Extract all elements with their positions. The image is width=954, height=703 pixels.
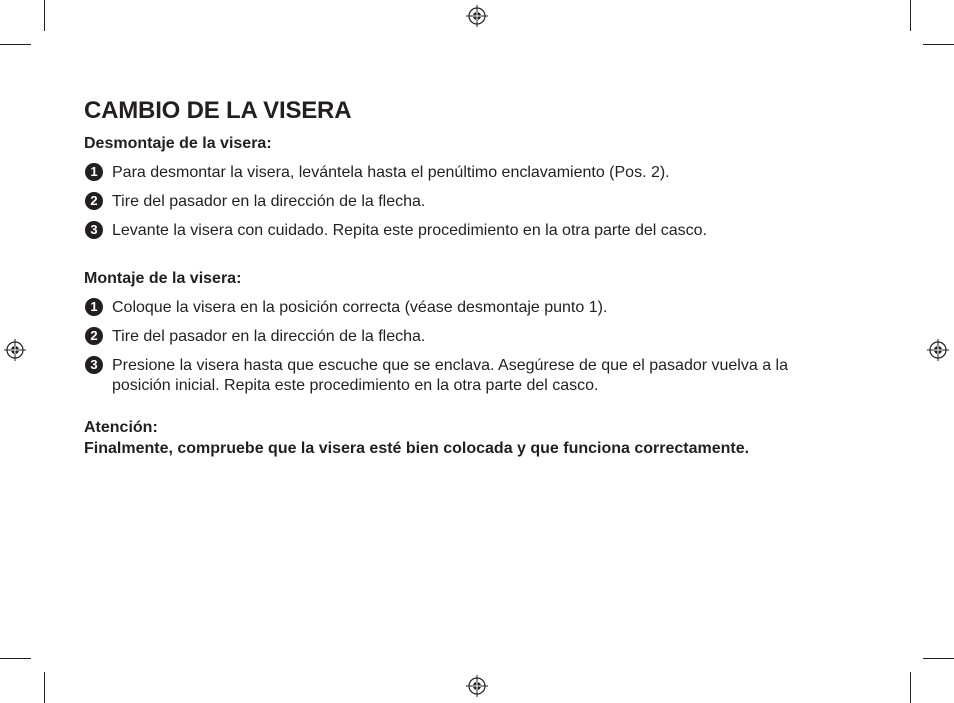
mounting-step bbox=[84, 356, 844, 396]
crop-mark-top-left-h bbox=[0, 44, 31, 45]
crop-mark-top-left-v bbox=[44, 0, 45, 31]
removal-heading: Desmontaje de la visera: bbox=[84, 135, 272, 152]
step-text: Levante la visera con cuidado. Repita este procedimiento en la otra parte del casco. bbox=[112, 222, 708, 239]
crop-mark-bottom-right-h bbox=[923, 658, 954, 659]
mounting-heading: Montaje de la visera: bbox=[84, 270, 242, 287]
step-number-badge: 1 bbox=[85, 298, 103, 316]
step-text: Coloque la visera en la posición correcta (véase desmontaje punto 1). bbox=[112, 299, 608, 316]
step-number-badge: 2 bbox=[85, 327, 103, 345]
attention-text: Finalmente, compruebe que la visera esté bien colocada y que funciona correctamente. bbox=[84, 440, 750, 457]
document-page bbox=[84, 96, 844, 459]
registration-mark-icon bbox=[466, 675, 488, 697]
mounting-step bbox=[84, 327, 844, 347]
removal-step bbox=[84, 221, 844, 241]
attention-label: Atención: bbox=[84, 419, 158, 436]
mounting-step bbox=[84, 298, 844, 318]
crop-mark-bottom-left-v bbox=[44, 672, 45, 703]
page-title: CAMBIO DE LA VISERA bbox=[84, 97, 352, 124]
removal-step bbox=[84, 192, 844, 212]
step-number-badge: 1 bbox=[85, 163, 103, 181]
step-number-badge: 2 bbox=[85, 192, 103, 210]
step-number-badge: 3 bbox=[85, 356, 103, 374]
registration-mark-icon bbox=[466, 5, 488, 27]
step-text: Presione la visera hasta que escuche que se enclava. Asegúrese de que el pasador vuelva a la posición inicial. Repita este procedimiento en la otra parte del casco. bbox=[112, 357, 788, 394]
registration-mark-icon bbox=[927, 339, 949, 361]
crop-mark-top-right-v bbox=[910, 0, 911, 31]
crop-mark-bottom-left-h bbox=[0, 658, 31, 659]
section-spacer bbox=[84, 405, 844, 417]
crop-mark-top-right-h bbox=[923, 44, 954, 45]
step-text: Para desmontar la visera, levántela hasta el penúltimo enclavamiento (Pos. 2). bbox=[112, 164, 670, 181]
step-text: Tire del pasador en la dirección de la flecha. bbox=[112, 193, 426, 210]
crop-mark-bottom-right-v bbox=[910, 672, 911, 703]
step-text: Tire del pasador en la dirección de la flecha. bbox=[112, 328, 426, 345]
removal-step bbox=[84, 163, 844, 183]
registration-mark-icon bbox=[4, 339, 26, 361]
step-number-badge: 3 bbox=[85, 221, 103, 239]
section-spacer bbox=[84, 250, 844, 269]
